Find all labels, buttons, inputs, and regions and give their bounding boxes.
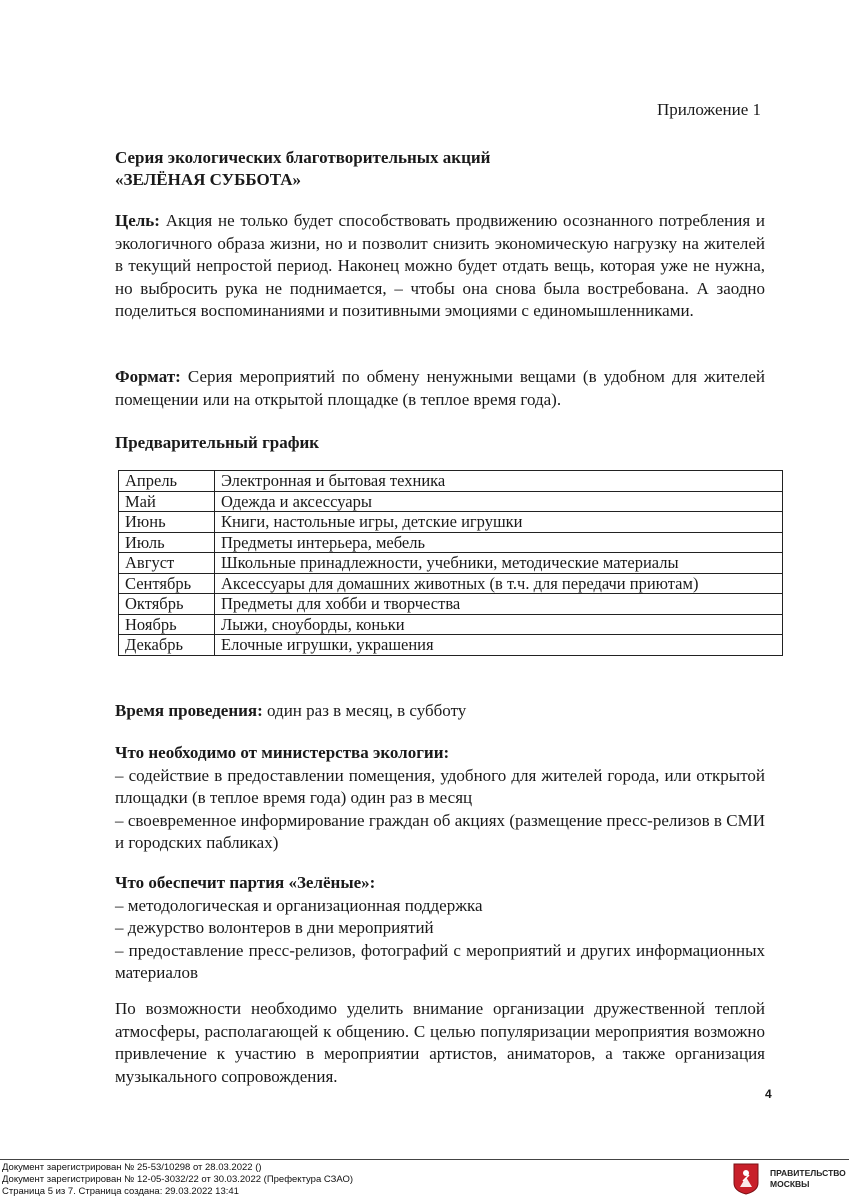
schedule-row bbox=[119, 553, 783, 574]
schedule-topic: Предметы интерьера, мебель bbox=[215, 532, 783, 553]
format-paragraph bbox=[115, 366, 765, 411]
goal-text: Акция не только будет способствовать продвижению осознанного потребления и экологичного образа жизни, но и позволит снизить экономическую нагрузку на жителей в текущий непростой период. Наконец можно будет отдать вещь, которая уже не нужна, но выбросить рука не поднимается, – чтобы она снова была востребована. А заодно поделиться воспоминаниями и позитивными эмоциями с единомышленниками. bbox=[115, 211, 765, 320]
moscow-coat-of-arms-icon bbox=[733, 1163, 759, 1195]
gov-line-1: ПРАВИТЕЛЬСТВО bbox=[770, 1168, 846, 1178]
schedule-heading: Предварительный график bbox=[115, 433, 320, 452]
schedule-month: Май bbox=[119, 491, 215, 512]
ministry-heading: Что необходимо от министерства экологии: bbox=[115, 743, 450, 762]
schedule-table bbox=[118, 470, 783, 656]
party-item: – методологическая и организационная поддержка bbox=[115, 895, 483, 915]
schedule-row bbox=[119, 532, 783, 553]
footer-line-2: Документ зарегистрирован № 12-05-3032/22 от 30.03.2022 (Префектура СЗАО) bbox=[2, 1174, 354, 1185]
schedule-month: Апрель bbox=[119, 471, 215, 492]
schedule-topic: Электронная и бытовая техника bbox=[215, 471, 783, 492]
timing-text: один раз в месяц, в субботу bbox=[262, 701, 467, 720]
ministry-section bbox=[115, 742, 765, 855]
schedule-row bbox=[119, 594, 783, 615]
schedule-month: Ноябрь bbox=[119, 614, 215, 635]
schedule-month: Август bbox=[119, 553, 215, 574]
ministry-item: – содействие в предоставлении помещения, удобного для жителей города, или открытой площадки (в теплое время года) один раз в месяц bbox=[115, 765, 765, 807]
timing-paragraph bbox=[115, 700, 765, 723]
schedule-topic: Елочные игрушки, украшения bbox=[215, 635, 783, 656]
title-line-2: «ЗЕЛЁНАЯ СУББОТА» bbox=[115, 170, 302, 189]
schedule-topic: Школьные принадлежности, учебники, методические материалы bbox=[215, 553, 783, 574]
party-section bbox=[115, 872, 765, 985]
party-heading: Что обеспечит партия «Зелёные»: bbox=[115, 873, 376, 892]
format-label: Формат: bbox=[115, 367, 181, 386]
timing-label: Время проведения: bbox=[115, 701, 263, 720]
schedule-month: Июнь bbox=[119, 512, 215, 533]
schedule-row bbox=[119, 512, 783, 533]
moscow-government-label bbox=[770, 1168, 846, 1190]
schedule-month: Июль bbox=[119, 532, 215, 553]
schedule-topic: Книги, настольные игры, детские игрушки bbox=[215, 512, 783, 533]
format-text: Серия мероприятий по обмену ненужными вещами (в удобном для жителей помещении или на открытой площадке (в теплое время года). bbox=[115, 367, 765, 409]
goal-paragraph bbox=[115, 210, 765, 323]
document-title bbox=[115, 147, 490, 191]
schedule-month: Декабрь bbox=[119, 635, 215, 656]
schedule-row bbox=[119, 491, 783, 512]
title-line-1: Серия экологических благотворительных акций bbox=[115, 148, 491, 167]
schedule-topic: Одежда и аксессуары bbox=[215, 491, 783, 512]
schedule-topic: Аксессуары для домашних животных (в т.ч. для передачи приютам) bbox=[215, 573, 783, 594]
schedule-row bbox=[119, 573, 783, 594]
party-item: – предоставление пресс-релизов, фотографий с мероприятий и других информационных материалов bbox=[115, 940, 765, 982]
schedule-month: Сентябрь bbox=[119, 573, 215, 594]
schedule-row bbox=[119, 471, 783, 492]
footer-divider bbox=[0, 1159, 849, 1160]
schedule-month: Октябрь bbox=[119, 594, 215, 615]
schedule-topic: Лыжи, сноуборды, коньки bbox=[215, 614, 783, 635]
appendix-label: Приложение 1 bbox=[657, 100, 761, 119]
party-item: – дежурство волонтеров в дни мероприятий bbox=[115, 918, 434, 937]
footer-line-3: Страница 5 из 7. Страница создана: 29.03.2022 13:41 bbox=[2, 1186, 239, 1197]
ministry-item: – своевременное информирование граждан об акциях (размещение пресс-релизов в СМИ и городских пабликах) bbox=[115, 810, 765, 852]
goal-label: Цель: bbox=[115, 211, 160, 230]
page-number: 4 bbox=[765, 1087, 772, 1101]
schedule-row bbox=[119, 614, 783, 635]
registration-footer bbox=[2, 1162, 353, 1198]
gov-line-2: МОСКВЫ bbox=[770, 1179, 810, 1189]
footer-line-1: Документ зарегистрирован № 25-53/10298 от 28.03.2022 () bbox=[2, 1162, 262, 1173]
schedule-topic: Предметы для хобби и творчества bbox=[215, 594, 783, 615]
schedule-row bbox=[119, 635, 783, 656]
closing-paragraph: По возможности необходимо уделить внимание организации дружественной теплой атмосферы, располагающей к общению. С целью популяризации мероприятия возможно привлечение к участию в мероприятии артистов, аниматоров, а также организация музыкального сопровождения. bbox=[115, 999, 765, 1086]
